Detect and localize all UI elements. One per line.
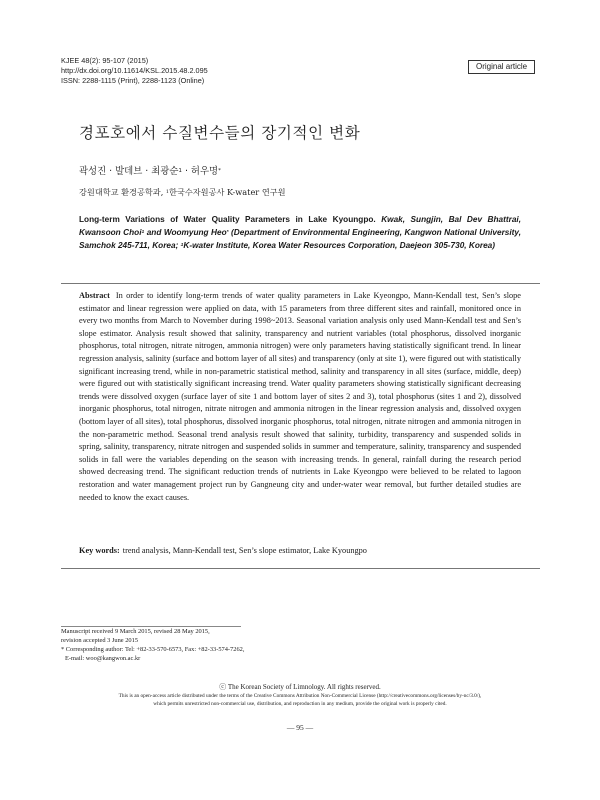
english-affil-mark: 1 bbox=[180, 243, 184, 249]
korean-affil-mark: 1 bbox=[165, 189, 170, 196]
abstract-bottom-rule bbox=[61, 568, 540, 569]
korean-affil-main: 강원대학교 환경공학과, bbox=[79, 187, 166, 197]
page-number: — 95 — bbox=[286, 723, 314, 732]
license-line-1: This is an open-access article distributed under the terms of the Creative Commons Attribution Non-Commercial License (http://creativecommons.org/licenses/by-nc/3.0/), bbox=[118, 693, 482, 699]
license-line-2: which permits unrestricted non-commercial use, distribution, and reproduction in any medium, provide the original work is properly cited. bbox=[153, 701, 447, 707]
issn: ISSN: 2288-1115 (Print), 2288-1123 (Online) bbox=[61, 76, 205, 85]
abstract-label: Abstract bbox=[79, 291, 110, 300]
english-affil-a: (Department of Environmental Engineering, Kangwon National University, Samchok 245-711, Korea; bbox=[79, 227, 521, 250]
korean-authors-affil-mark: 1 bbox=[178, 168, 182, 175]
english-corresponding-mark: * bbox=[226, 230, 229, 236]
abstract-text: In order to identify long-term trends of water quality parameters in Lake Kyeongpo, Mann-Kendall test, Sen’s slope estimator and linear regression were applied on data, with 15 parameters from three different sites and rainfall, monitored once in every two months from March to November during 1998~2013. Seasonal variation analysis only used Mann-Kendall test and Sen’s slope estimator. Analysis result showed that salinity, transparency and nutrient variables (total phosphorus, dissolved inorganic phosphorus, total nitrogen, nitrate nitrogen, ammonia nitrogen) were only parameters having statistically significant trend. In linear regression analysis, salinity (surface and bottom layer of all sites) and transparency (only at site 1), were figured out with statistically significant increasing trend, while in non-parametric statistical method, salinity and transparency in all sites (surface, middle, deep) were figured out with statistically significant increasing trend. Water quality parameters showing statistically significant decreasing trends were dissolved oxygen (surface layer of site 1 and bottom layer of sites 2 and 3), total phosphorus (sites 1 and 2), dissolved inorganic phosphorus, total nitrogen, nitrate nitrogen and ammonia nitrogen in the linear regression analysis and, dissolved oxygen (bottom layer of all sites), total phosphorus, dissolved inorganic phosphorus, total nitrogen, nitrate nitrogen and ammonia nitrogen in the non-parametric method. Seasonal trend analysis result showed that salinity, turbidity, transparency and suspended solids in spring, salinity, transparency, nitrate nitrogen and suspended solids in summer and temperature, salinity, transparency and suspended solids in fall were the variables depending on the season with increasing trends. In general, rainfall during the research period showed decreasing trend. The significant reduction trends of nutrients in Lake Kyeongpo were believed to be related to lagoon restoration and water management project run by Gangneung city and under-water wear removal, but further detailed studies are needed to know the exact causes. bbox=[79, 291, 521, 502]
korean-title: 경포호에서 수질변수들의 장기적인 변화 bbox=[79, 124, 361, 142]
footnote-email[interactable]: E-mail: woo@kangwon.ac.kr bbox=[65, 654, 141, 662]
doi-link[interactable]: http://dx.doi.org/10.11614/KSL.2015.48.2.095 bbox=[61, 66, 208, 75]
footnote-received: Manuscript received 9 March 2015, revised 28 May 2015, bbox=[61, 628, 210, 635]
korean-affil-rest: 한국수자원공사 K-water 연구원 bbox=[169, 187, 286, 197]
keywords-text: trend analysis, Mann-Kendall test, Sen’s slope estimator, Lake Kyoungpo bbox=[122, 546, 367, 555]
korean-affiliation bbox=[79, 187, 286, 198]
footnote-rule bbox=[61, 626, 241, 627]
english-title: Long-term Variations of Water Quality Parameters in Lake Kyoungpo. bbox=[79, 215, 376, 224]
copyright-notice: ⓒ The Korean Society of Limnology. All rights reserved. bbox=[219, 683, 381, 691]
abstract-top-rule bbox=[61, 283, 540, 284]
footnotes bbox=[61, 628, 361, 664]
korean-authors bbox=[79, 163, 221, 177]
english-header bbox=[79, 214, 521, 253]
license-block bbox=[20, 683, 580, 708]
abstract bbox=[79, 290, 521, 504]
english-authors-a: Kwak, Sungjin, Bal Dev Bhattrai, Kwansoon Choi bbox=[79, 215, 521, 237]
korean-authors-last: · 허우명 bbox=[181, 166, 219, 177]
keywords-label: Key words: bbox=[79, 546, 120, 555]
footnote-accepted: revision accepted 3 June 2015 bbox=[61, 636, 139, 644]
english-authors-b: and Woomyung Heo bbox=[144, 227, 227, 237]
journal-info bbox=[61, 56, 361, 86]
article-type-badge: Original article bbox=[468, 60, 535, 74]
korean-authors-main: 곽성진 · 발데브 · 최광순 bbox=[79, 166, 179, 177]
keywords bbox=[79, 545, 521, 557]
english-affil-b: K-water Institute, Korea Water Resources Corporation, Daejeon 305-730, Korea) bbox=[183, 240, 496, 250]
korean-corresponding-mark: * bbox=[218, 168, 221, 175]
footnote-corresponding: * Corresponding author: Tel: +82-33-570-6573, Fax: +82-33-574-7262, bbox=[61, 645, 245, 653]
journal-citation: KJEE 48(2): 95-107 (2015) bbox=[61, 56, 149, 65]
english-authors-affil-mark: 1 bbox=[141, 230, 145, 236]
